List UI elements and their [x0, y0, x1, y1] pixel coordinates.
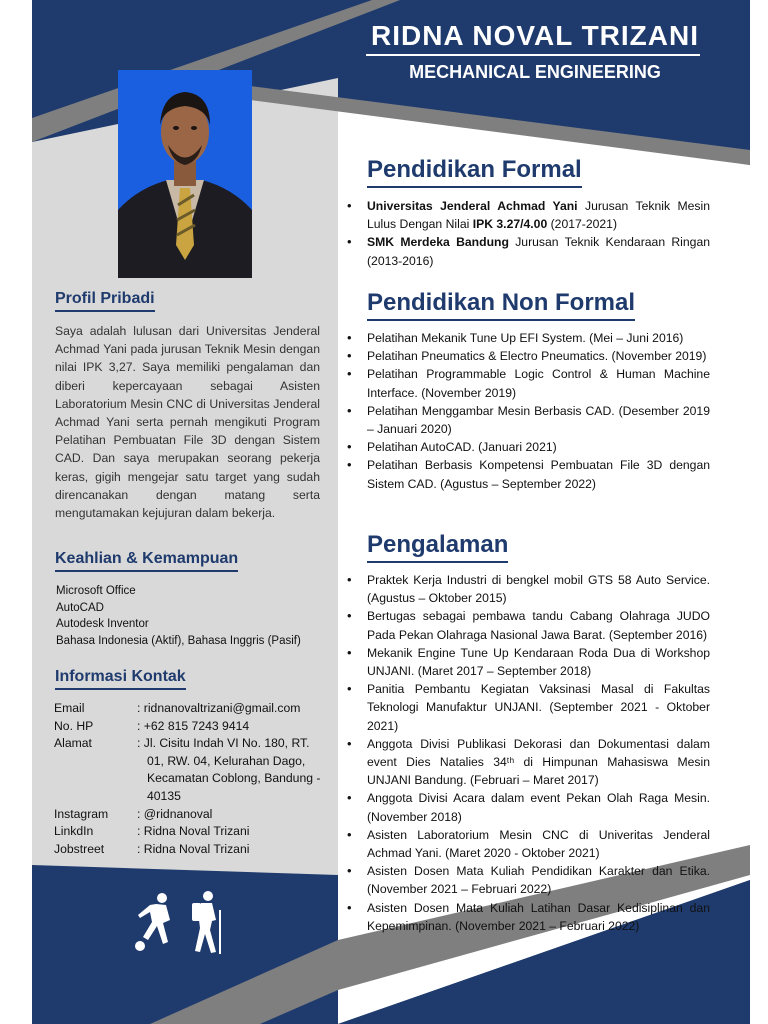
list-item: • Asisten Laboratorium Mesin CNC di Univeritas Jenderal Achmad Yani. (Maret 2020 - Oktober 2021) [345, 826, 710, 862]
hobby-icons [130, 890, 230, 965]
pengalaman-list [345, 571, 710, 935]
skill-item: Microsoft Office [56, 585, 136, 597]
school-name: Universitas Jenderal Achmad Yani [367, 199, 578, 213]
contact-row-jobstreet [54, 841, 329, 859]
skill-item: Autodesk Inventor [56, 618, 149, 631]
contact-row-linkedin [54, 823, 329, 841]
candidate-name: RIDNA NOVAL TRIZANI [370, 20, 700, 51]
contact-value: : ridnanovaltrizani@gmail.com [137, 701, 301, 715]
title-underline [366, 54, 700, 56]
soccer-player-icon [135, 893, 170, 951]
contact-label: No. HP [54, 718, 94, 733]
hobi-heading: Hobi [54, 870, 90, 887]
list-item: • Pelatihan Pneumatics & Electro Pneumatics. (November 2019) [345, 347, 710, 365]
contact-row-phone [54, 718, 329, 736]
contact-row-instagram [54, 806, 329, 824]
contact-label: Email [54, 701, 85, 715]
contact-value: : @ridnanoval [137, 806, 213, 821]
keahlian-heading: Keahlian & Kemampuan [55, 550, 238, 572]
list-item: • Pelatihan Programmable Logic Control & Human Machine Interface. (November 2019) [345, 365, 710, 401]
contact-value: : Ridna Noval Trizani [137, 841, 250, 856]
profil-text: Saya adalah lulusan dari Universitas Jenderal Achmad Yani pada jurusan Teknik Mesin dengan nilai IPK 3,27. Saya memiliki pengalaman dan diberi kepercayaan sebagai Asisten Laboratorium Mesin CNC di Universitas Jenderal Achmad Yani serta pernah mengikuti Program Pelatihan Pembuatan File 3D dengan Sistem CAD. Dan saya merupakan seorang pekerja keras, gigih mengejar satu target yang sudah direncanakan dengan matang serta mengutamakan kejujuran dalam bekerja. [55, 324, 320, 521]
list-item: • Pelatihan Mekanik Tune Up EFI System. (Mei – Juni 2016) [345, 329, 710, 347]
contact-row-email [54, 700, 329, 718]
profile-photo [118, 70, 252, 278]
contact-row-address [54, 735, 329, 805]
list-item: • Bertugas sebagai pembawa tandu Cabang Olahraga JUDO Pada Pekan Olahraga Nasional Jawa Barat. (September 2016) [345, 607, 710, 643]
contact-label: Jobstreet [54, 841, 105, 856]
profil-heading: Profil Pribadi [55, 290, 155, 312]
school-detail: Jurusan Teknik Kendaraan Ringan (2013-2016) [367, 235, 710, 268]
skill-item: Bahasa Indonesia (Aktif), Bahasa Inggris (Pasif) [56, 634, 301, 647]
list-item: • Mekanik Engine Tune Up Kendaraan Roda Dua di Workshop UNJANI. (Maret 2017 – September 2018) [345, 644, 710, 680]
school-detail: Jurusan Teknik Mesin Lulus Dengan Nilai [367, 199, 710, 232]
contact-table [54, 700, 329, 858]
list-item: • Anggota Divisi Acara dalam event Pekan Olah Raga Mesin. (November 2018) [345, 789, 710, 825]
kontak-heading: Informasi Kontak [55, 668, 186, 690]
formal-list [345, 197, 710, 270]
contact-label: Instagram [54, 806, 109, 821]
skill-item: AutoCAD [56, 601, 104, 614]
contact-value: : Ridna Noval Trizani [137, 824, 250, 839]
contact-value: : +62 815 7243 9414 [137, 718, 250, 733]
list-item: • Anggota Divisi Publikasi Dekorasi dan Dokumentasi dalam event Dies Natalies 34ᵗʰ di Himpunan Mahasiswa Mesin UNJANI Bandung. (Februari – Maret 2017) [345, 735, 710, 790]
skills-list [56, 583, 301, 649]
formal-heading: Pendidikan Formal [367, 156, 582, 188]
nonformal-heading: Pendidikan Non Formal [367, 289, 635, 321]
list-item [345, 197, 710, 233]
years: (2017-2021) [547, 217, 618, 232]
nonformal-list [345, 329, 710, 493]
school-name: SMK Merdeka Bandung [367, 235, 509, 250]
list-item: • Pelatihan Berbasis Kompetensi Pembuatan File 3D dengan Sistem CAD. (Agustus – September 2022) [345, 456, 710, 492]
list-item: • Asisten Dosen Mata Kuliah Latihan Dasar Kedisiplinan dan Kepemimpinan. (November 2021 – Februari 2022) [345, 899, 710, 935]
pengalaman-heading: Pengalaman [367, 531, 508, 563]
list-item: • Panitia Pembantu Kegiatan Vaksinasi Masal di Fakultas Teknologi Manufaktur UNJANI. (September 2021 - Oktober 2021) [345, 680, 710, 735]
contact-label: Alamat [54, 736, 92, 751]
list-item: • Pelatihan AutoCAD. (Januari 2021) [345, 438, 710, 456]
contact-value: : Jl. Cisitu Indah VI No. 180, RT. 01, RW. 04, Kelurahan Dago, Kecamatan Coblong, Bandung - 40135 [137, 736, 321, 803]
list-item: • Praktek Kerja Industri di bengkel mobil GTS 58 Auto Service. (Agustus – Oktober 2015) [345, 571, 710, 607]
hiker-icon [192, 891, 221, 954]
gpa: IPK 3.27/4.00 [472, 217, 548, 232]
list-item: • Pelatihan Menggambar Mesin Berbasis CAD. (Desember 2019 – Januari 2020) [345, 402, 710, 438]
list-item: • Asisten Dosen Mata Kuliah Pendidikan Karakter dan Etika. (November 2021 – Februari 2022) [345, 862, 710, 898]
candidate-subtitle: MECHANICAL ENGINEERING [409, 62, 661, 82]
list-item [345, 233, 710, 269]
contact-label: LinkdIn [54, 824, 94, 839]
